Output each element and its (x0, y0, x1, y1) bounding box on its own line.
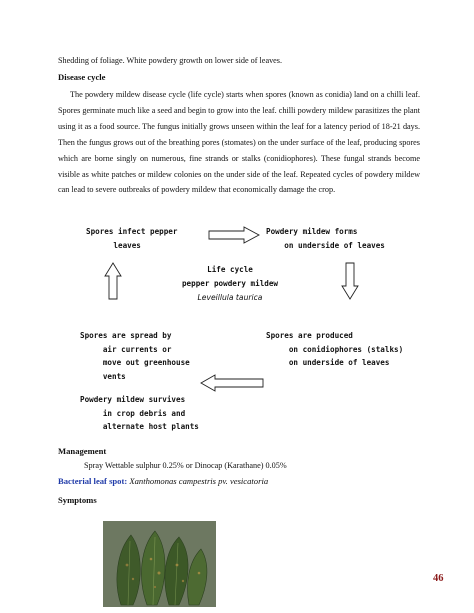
arrow-down-icon (341, 262, 359, 300)
intro-text: Shedding of foliage. White powdery growth on lower side of leaves. (58, 56, 283, 65)
diagram-center-pathogen: Leveillula taurica (197, 293, 263, 302)
leaf-photo (103, 521, 216, 607)
management-text: Spray Wettable sulphur 0.25% or Dinocap (Karathane) 0.05% (84, 461, 287, 470)
arrow-up-icon (104, 262, 122, 300)
leaf-illustration (103, 521, 216, 607)
bacterial-leaf-spot-pathogen: Xanthomonas campestris pv. vesicatoria (129, 476, 269, 486)
diagram-box-mildew-forms: Powdery mildew forms on underside of leaves (266, 227, 385, 250)
diagram-box-spores-infect: Spores infect pepper leaves (86, 227, 178, 250)
arrow-left-icon (200, 374, 264, 392)
page-number: 46 (433, 573, 444, 584)
bacterial-leaf-spot-line (58, 476, 268, 486)
management-heading: Management (58, 446, 107, 456)
diagram-box-spores-spread: Spores are spread by air currents or move out greenhouse vents (80, 331, 190, 381)
bacterial-leaf-spot-title: Bacterial leaf spot: (58, 476, 128, 486)
disease-cycle-heading: Disease cycle (58, 72, 106, 82)
arrow-right-icon (208, 226, 260, 244)
diagram-center-subtitle: pepper powdery mildew (181, 279, 278, 288)
diagram-box-mildew-survives: Powdery mildew survives in crop debris and alternate host plants (80, 395, 199, 432)
disease-cycle-paragraph: The powdery mildew disease cycle (life cycle) starts when spores (known as conidia) land on a chilli leaf. Spores germinate much like a seed and begin to grow into the leaf. chilli powdery mildew parasitizes the plant using it as a food source. The fungus initially grows unseen within the leaf for a latency period of 18-21 days. Then the fungus grows out of the breathing pores (stomates) on the under surface of the leaf, producing spores which are borne singly on numerous, fine strands or stalks (conidiophores). These fungal strands become visible as white patches or mildew colonies on the under side of the leaf. Repeated cycles of powdery mildew can lead to severe outbreaks of powdery mildew that economically damage the crop. (58, 90, 420, 195)
diagram-box-spores-produced: Spores are produced on conidiophores (stalks) on underside of leaves (266, 331, 404, 368)
diagram-center-title: Life cycle (207, 265, 253, 274)
symptoms-heading: Symptoms (58, 495, 97, 505)
